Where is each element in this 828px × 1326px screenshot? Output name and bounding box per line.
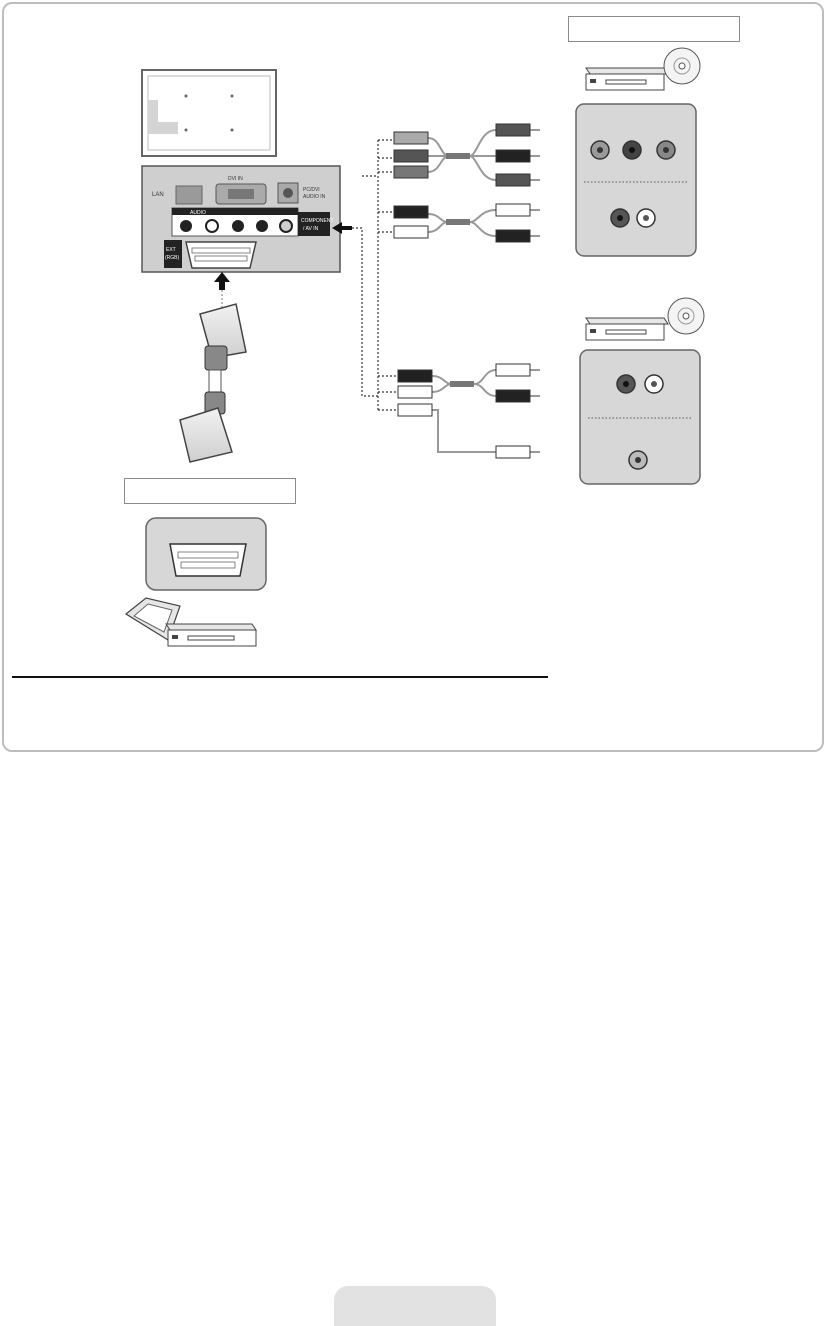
dvi-label: DVI IN: [228, 176, 243, 182]
av-plugs: [398, 364, 540, 458]
audio-label: AUDIO: [190, 210, 206, 216]
tv-connection-panel: [142, 166, 340, 272]
ext-label-2: (RGB): [165, 255, 180, 261]
av-output-panel: [580, 350, 700, 484]
pc-label: PC/DVI: [303, 187, 320, 193]
scart-cable: [180, 272, 246, 462]
component-output-panel: [576, 104, 696, 256]
ext-label: EXT: [166, 247, 176, 253]
component-plugs-left: [394, 132, 470, 238]
component-label-2: / AV IN: [303, 226, 319, 232]
dvd-player-middle: [586, 298, 704, 340]
lan-label: LAN: [152, 192, 164, 198]
pc-label-2: AUDIO IN: [303, 194, 326, 200]
tv-back-outline: [142, 70, 276, 156]
scart-device: [126, 598, 256, 646]
component-plugs-right: [496, 124, 540, 242]
scart-panel: [146, 518, 266, 590]
av-cables-lower: [378, 370, 496, 452]
section-divider: [12, 676, 548, 678]
component-label: COMPONENT: [301, 218, 334, 224]
dvd-player-top: [586, 48, 700, 90]
page-tab: [334, 1286, 496, 1326]
